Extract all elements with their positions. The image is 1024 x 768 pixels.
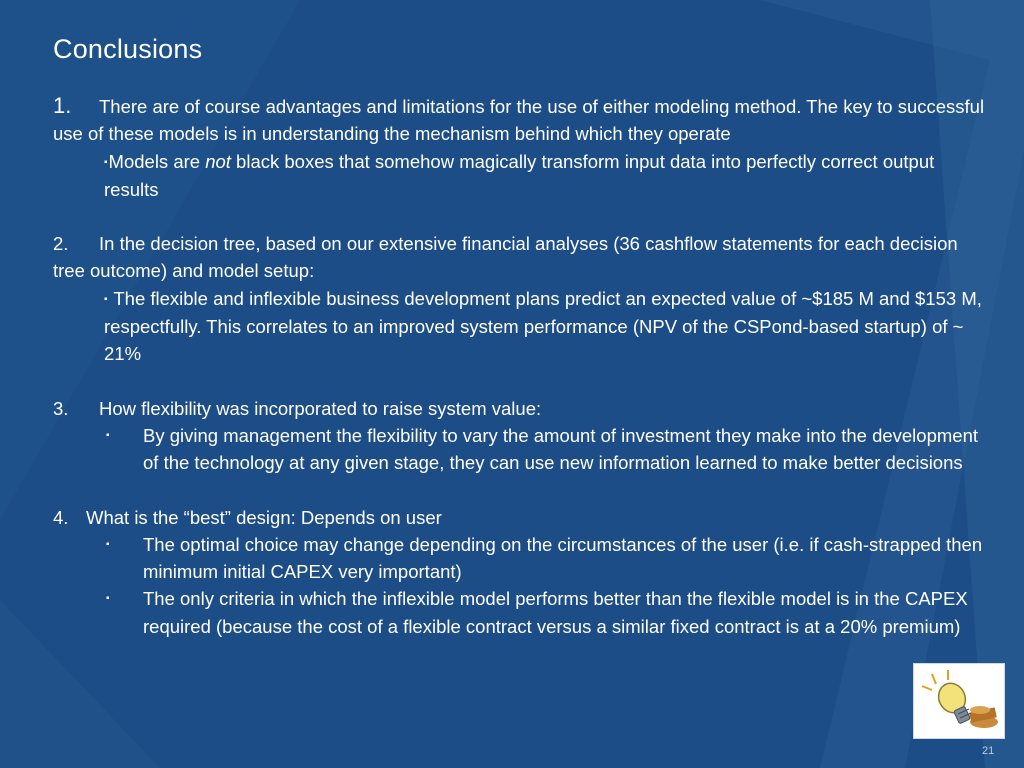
list-item: ▪ By giving management the flexibility to vary the amount of investment they make into the development of the technology at any given stage, they can use new information learned to make better decisions: [104, 422, 988, 477]
point-1: [53, 92, 988, 148]
point-text: In the decision tree, based on our extensive financial analyses (36 cashflow statements for each decision tree outcome) and model setup:: [53, 233, 958, 282]
square-bullet-icon: ▪: [106, 429, 110, 441]
square-bullet-icon: ▪: [104, 156, 108, 168]
emphasis-text: not: [205, 150, 231, 172]
square-bullet-icon: ▪: [104, 293, 108, 305]
point-4: [53, 504, 988, 531]
list-item: ▪ The only criteria in which the inflexible model performs better than the flexible model is in the CAPEX required (because the cost of a flexible contract versus a similar fixed contract is at a 20% premium): [104, 585, 988, 640]
point-text: How flexibility was incorporated to raise system value:: [99, 397, 542, 419]
point-1-subpoint: ▪Models are not black boxes that somehow magically transform input data into perfectly correct output results: [104, 150, 935, 200]
point-3-bullets: [53, 422, 988, 477]
lightbulb-money-clipart: [913, 663, 1005, 739]
conclusions-body: [53, 92, 988, 640]
point-2: [53, 230, 988, 285]
square-bullet-icon: ▪: [106, 593, 110, 605]
point-number: 1.: [53, 93, 72, 118]
point-number: 4.: [53, 506, 69, 528]
square-bullet-icon: ▪: [106, 538, 110, 550]
point-2-subpoint: ▪ The flexible and inflexible business development plans predict an expected value of ~$185 M and $153 M, respectfully. This correlates to an improved system performance (NPV of the CSPond-based startup) of ~ 21%: [104, 287, 982, 365]
point-number: 2.: [53, 233, 69, 255]
lightbulb-icon: [914, 664, 1004, 738]
point-number: 3.: [53, 397, 69, 419]
point-4-bullets: [53, 531, 988, 640]
list-item: ▪ The optimal choice may change depending on the circumstances of the user (i.e. if cash-strapped then minimum initial CAPEX very important): [104, 531, 988, 586]
point-text: There are of course advantages and limitations for the use of either modeling method. The key to successful use of these models is in understanding the mechanism behind which they operate: [53, 96, 985, 145]
point-text: What is the “best” design: Depends on user: [86, 506, 442, 528]
slide-title: Conclusions: [53, 34, 203, 64]
point-3: [53, 395, 988, 422]
slide-number: 21: [982, 745, 995, 757]
